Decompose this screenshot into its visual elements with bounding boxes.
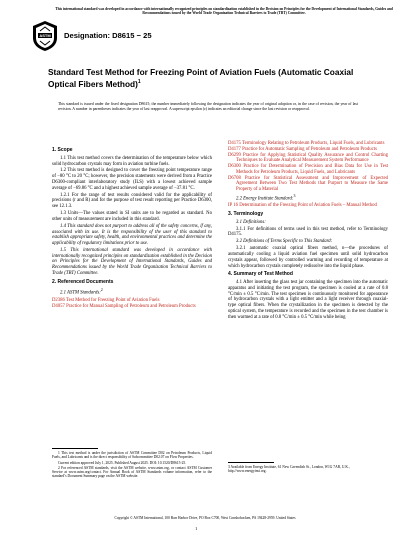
para-1-1: 1.1 This test method covers the determination of the temperature below which solid hydrocarbon crystals may form in aviation turbine fuels. [52,155,212,167]
svg-text:ASTM: ASTM [39,33,51,39]
footnote-rule [52,448,98,449]
para-3-2: 3.2 Definitions of Terms Specific to This Standard: [236,239,333,245]
section-2-heading: 2. Referenced Documents [52,278,114,285]
para-4-1: 4.1 After inserting the glass test jar containing the specimen into the automatic apparatus and initiating the test program, the specimen is cooled at a rate of 0.8 °C/min ± 0.5 °C/min. The test specimen is continuously monitored for appearance of hydrocarbon crystals with a light emitter and a light receiver through coaxial-type optical fibers. When the crystallization in the specimen is detected by the optical system, the temperature is recorded and the specimen in the test chamber is then warmed at a rate of 0.8 °C/min ± 0.5 °C/min while being [228,280,388,320]
section-4-heading: 4. Summary of Test Method [228,271,293,278]
ref-d6299[interactable]: D6299 Practice for Applying Statistical Quality Assurance and Control Charting Techniques to Evaluate Analytical Measurement System Performance [228,152,389,164]
footnote-2: 2 For referenced ASTM standards, visit the ASTM website, www.astm.org, or contact ASTM Customer Service at www.astm.org/contact. For Annual Book of ASTM Standards volume information, refer to the standard’s Document Summary page on the ASTM website. [52,465,212,479]
left-column [52,145,212,309]
para-1-2: 1.2 This test method is designed to cover the freezing point temperature range of −80 °C to 20 °C; however, the precision statements were derived from a Practice D6300-compliant interlaboratory study (ILS) with a lowest achieved sample average of −69.86 °C and a highest achieved sample average of −37.81 °C. [52,168,212,191]
para-2-2: 2.2 Energy Institute Standard:$^3$ [236,192,296,202]
designation: Designation: D8615 − 25 [64,31,152,40]
right-column [228,141,388,322]
document-title [48,67,358,89]
section-3-heading: 3. Terminology [228,211,264,218]
para-2-1: 2.1 ASTM Standards:$^2$ [60,287,103,297]
ref-d6300[interactable]: D6300 Practice for Determination of Precision and Bias Data for Use in Test Methods for Petroleum Products, Liquid Fuels, and Lubricants [228,164,388,175]
para-1-2-1: 1.2.1 For the range of test results considered valid for the applicability of precisions (r and R) and for the purpose of test result reporting per Practice D6300, see 12.1.3. [52,192,212,210]
copyright-line: Copyright © ASTM International, 100 Barr Harbor Drive, PO Box C700, West Conshohocken, PA 19428-2959. United States [114,516,296,520]
issuance-note: This standard is issued under the fixed designation D8615; the number immediately following the designation indicates the year of original adoption or, in the case of revision, the year of last revision. A number in parentheses indicates the year of last reapproval. A superscript epsilon (ε) indicates an editorial change since the last revision or reapproval. [58,102,358,111]
right-footnote-rule [228,462,274,463]
para-1-5: 1.5 This international standard was developed in accordance with internationally recognized principles on standardization established in the Decision on Principles for the Development of International Standards, Guides and Recommendations issued by the World Trade Organization Technical Barriers to Trade (TBT) Committee. [52,247,212,276]
ref-d6708[interactable]: D6708 Practice for Statistical Assessment and Improvement of Expected Agreement Between Two Test Methods that Purport to Measure the Same Property of a Material [228,175,388,192]
title-footnote-marker: 1 [137,79,141,86]
ref-ip16[interactable]: IP 16 Determination of the Freezing Point of Aviation Fuels – Manual Method [228,203,377,209]
para-1-3: 1.3 Units—The values stated in SI units are to be regarded as standard. No other units of measurement are included in this standard. [52,211,212,222]
para-3-1: 3.1 Definitions: [236,219,266,225]
ref-d4177[interactable]: D4177 Practice for Automatic Sampling of Petroleum and Petroleum Products [228,146,377,152]
para-1-4: 1.4 This standard does not purport to address all of the safety concerns, if any, associated with its use. It is the responsibility of the user of this standard to establish appropriate safety, health, and environmental practices and determine the applicability of regulatory limitations prior to use. [52,223,212,246]
footnote-3: 3 Available from Energy Institute, 61 New Cavendish St., London, W1G 7AR, U.K., http://www.energyinst.org. [228,465,350,474]
astm-logo-icon [32,20,58,52]
tbt-notice: This international standard was developed in accordance with internationally recognized principles on standardization established in the Decision on Principles for the Development of International Standards, Guides and Recommendations issued by the World Trade Organization Technical Barriers to Trade (TBT) Committee. [55,7,393,16]
para-3-2-1: 3.2.1 automatic coaxial optical fibers method, n—the procedures of automatically cooling a liquid aviation fuel specimen until solid hydrocarbon crystals appear, followed by controlled warming and recording of temperature at which hydrocarbon crystals completely redissolve into the liquid phase. [228,246,388,269]
ref-d2386[interactable]: D2386 Test Method for Freezing Point of Aviation Fuels [52,297,160,303]
title-text: Standard Test Method for Freezing Point of Aviation Fuels (Automatic Coaxial Optical Fibers Method) [48,67,354,89]
para-3-1-1: 3.1.1 For definitions of terms used in this test method, refer to Terminology D4175. [228,226,388,238]
page-number: 1 [195,526,198,531]
footnote-1: 1 This test method is under the jurisdiction of ASTM Committee D02 on Petroleum Products, Liquid Fuels, and Lubricants and is the direct responsibility of Subcommittee D02.07 on Flow Properties. [52,451,212,460]
ref-d4175[interactable]: D4175 Terminology Relating to Petroleum Products, Liquid Fuels, and Lubricants [228,141,385,146]
footnote-edition: Current edition approved July 1, 2025. Published August 2025. DOI: 10.1520/D8615-25. [58,460,187,465]
left-footnotes [52,451,212,480]
section-1-heading: 1. Scope [52,147,73,153]
ref-d4057[interactable]: D4057 Practice for Manual Sampling of Petroleum and Petroleum Products [52,303,196,309]
